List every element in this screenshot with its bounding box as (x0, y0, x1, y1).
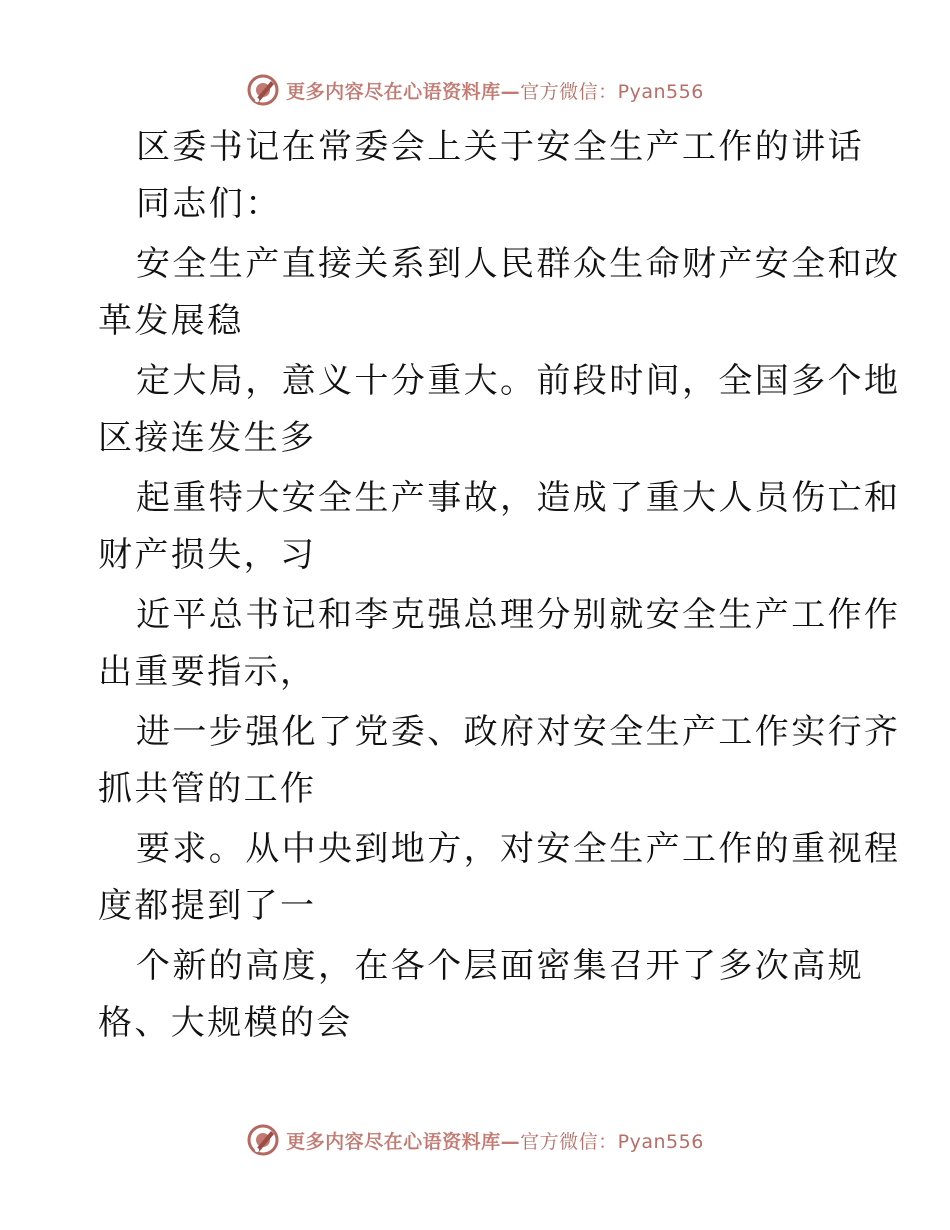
salutation: 同志们： (136, 184, 282, 224)
paragraph-line: 进一步强化了党委、政府对安全生产工作实行齐 (136, 712, 901, 752)
watermark-header (0, 70, 950, 110)
paragraph-line: 出重要指示， (98, 652, 317, 692)
paragraph-line: 革发展稳 (98, 301, 244, 341)
watermark-footer (0, 1120, 950, 1160)
watermark-text: 更多内容尽在心语资料库—官方微信：Pyan556 (286, 1130, 704, 1153)
watermark-wechat: 官方微信：Pyan556 (520, 1130, 704, 1153)
paragraph-line: 要求。从中央到地方，对安全生产工作的重视程 (136, 829, 901, 869)
paragraph-line: 度都提到了一 (98, 886, 317, 926)
paragraph-line: 定大局，意义十分重大。前段时间，全国多个地 (136, 361, 901, 401)
paragraph-line: 区接连发生多 (98, 418, 317, 458)
watermark-text: 更多内容尽在心语资料库—官方微信：Pyan556 (286, 80, 704, 103)
watermark-wechat: 官方微信：Pyan556 (520, 80, 704, 103)
paragraph-line: 安全生产直接关系到人民群众生命财产安全和改 (136, 244, 901, 284)
paragraph-line: 格、大规模的会 (98, 1003, 353, 1043)
paragraph-line: 抓共管的工作 (98, 769, 317, 809)
pen-logo-icon (246, 73, 280, 107)
pen-logo-icon (246, 1123, 280, 1157)
paragraph-line: 起重特大安全生产事故，造成了重大人员伤亡和 (136, 478, 901, 518)
paragraph-line: 近平总书记和李克强总理分别就安全生产工作作 (136, 595, 901, 635)
paragraph-line: 个新的高度，在各个层面密集召开了多次高规 (136, 946, 864, 986)
paragraph-line: 财产损失，习 (98, 535, 317, 575)
document-title: 区委书记在常委会上关于安全生产工作的讲话 (136, 127, 864, 167)
